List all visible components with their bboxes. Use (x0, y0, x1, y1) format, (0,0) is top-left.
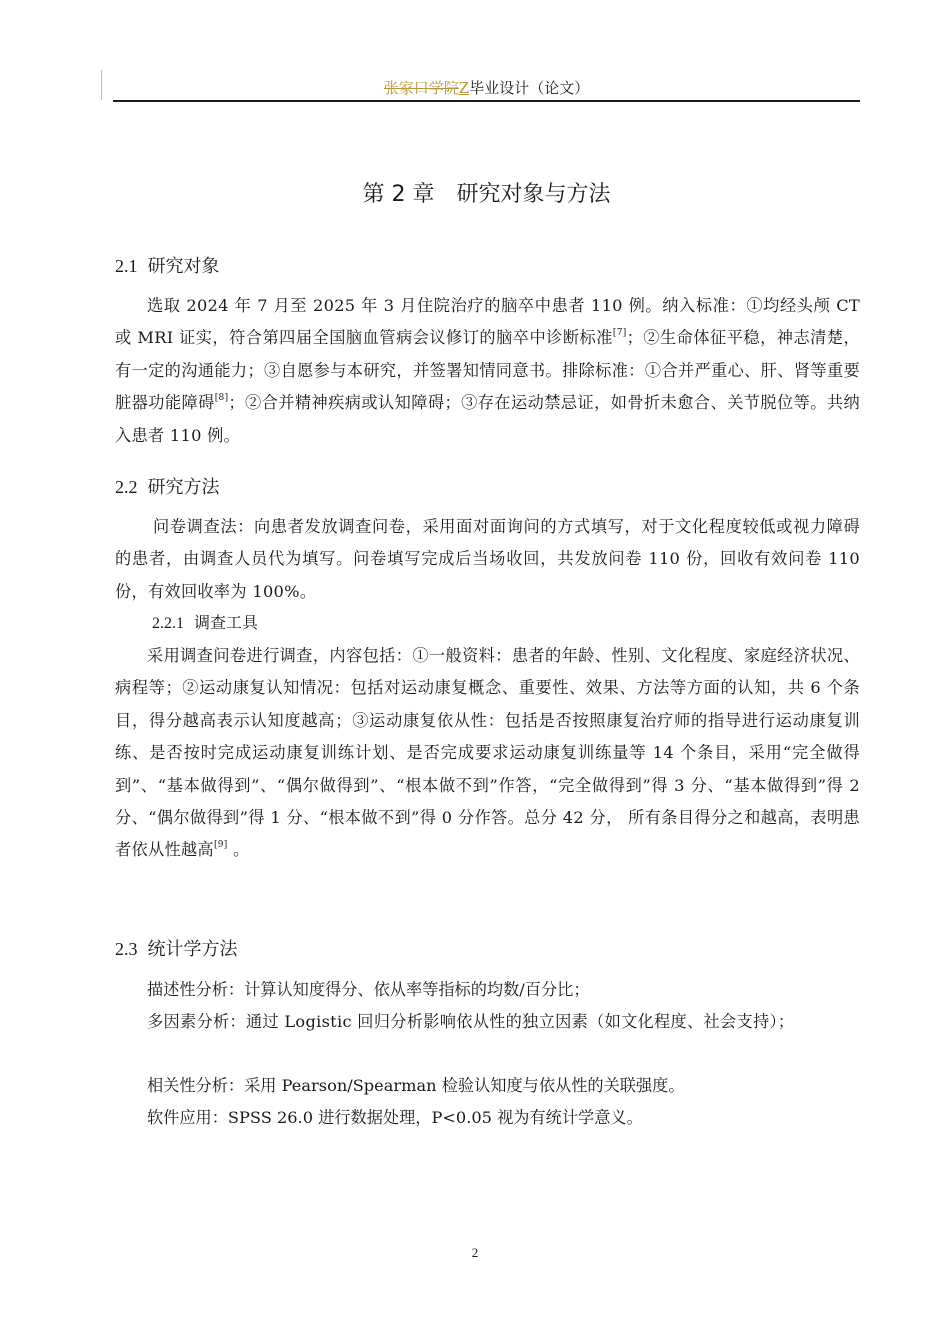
paragraph-research-subjects: 选取 2024 年 7 月至 2025 年 3 月住院治疗的脑卒中患者 110 例。纳入标准：①均经头颅 CT 或 MRI 证实，符合第四届全国脑血管病会议修订的脑卒中诊断标准[7]；②生命体征平稳，神志清楚，有一定的沟通能力；③自愿参与本研究，并签署知情同意书。排除标准：①合并严重心、肝、肾等重要脏器功能障碍[8]；②合并精神疾病或认知障碍；③存在运动禁忌证，如骨折未愈合、关节脱位等。共纳入患者 110 例。 (115, 296, 861, 445)
stat-software: 软件应用：SPSS 26.0 进行数据处理，P<0.05 视为有统计学意义。 (147, 1108, 643, 1127)
citation-8[interactable]: [8] (214, 392, 229, 403)
subsection-heading-2-2-1: 2.2.1 调查工具 (152, 613, 259, 632)
citation-9[interactable]: [9] (213, 840, 228, 851)
chapter-title (113, 180, 860, 210)
paragraph-questionnaire-method: 问卷调查法：向患者发放调查问卷，采用面对面询问的方式填写，对于文化程度较低或视力障碍的患者，由调查人员代为填写。问卷填写完成后当场收回，共发放问卷 110 份，回收有效问卷 110 份，有效回收率为 100%。 (115, 517, 860, 601)
chapter-number: 第 2 章 (362, 182, 435, 207)
margin-marker (101, 70, 102, 100)
section-heading-2-3: 2.3 统计学方法 (115, 939, 238, 960)
section-heading-2-1: 2.1 研究对象 (115, 256, 220, 277)
header-title: 毕业设计（论文） (469, 79, 590, 97)
header-inserted-text: Z (458, 79, 470, 97)
paragraph-survey-tools: 采用调查问卷进行调查，内容包括：①一般资料：患者的年龄、性别、文化程度、家庭经济状况、病程等；②运动康复认知情况：包括对运动康复概念、重要性、效果、方法等方面的认知，共 6 个条目，得分越高表示认知度越高；③运动康复依从性：包括是否按照康复治疗师的指导进行运动康复训练、是否按时完成运动康复训练计划、是否完成要求运动康复训练量等 14 个条目，采用“完全做得到”、“基本做得到”、“偶尔做得到”、“根本做不到”作答，“完全做得到”得 3 分、“基本做得到”得 2 分、“偶尔做得到”得 1 分、“根本做不到”得 0 分作答。总分 42 分， 所有条目得分之和越高，表明患者依从性越高[9] 。 (115, 646, 860, 860)
page-header (113, 78, 860, 102)
stat-correlation: 相关性分析：采用 Pearson/Spearman 检验认知度与依从性的关联强度。 (147, 1076, 685, 1095)
stat-multivariate: 多因素分析：通过 Logistic 回归分析影响依从性的独立因素（如文化程度、社会支持）； (147, 1012, 795, 1031)
page-number: 2 (471, 1245, 479, 1260)
chapter-name: 研究对象与方法 (456, 182, 611, 207)
citation-7[interactable]: [7] (612, 328, 627, 339)
stat-descriptive: 描述性分析：计算认知度得分、依从率等指标的均数/百分比； (147, 980, 590, 999)
header-deleted-text: 张家口学院 (383, 79, 459, 97)
section-heading-2-2: 2.2 研究方法 (115, 477, 220, 498)
